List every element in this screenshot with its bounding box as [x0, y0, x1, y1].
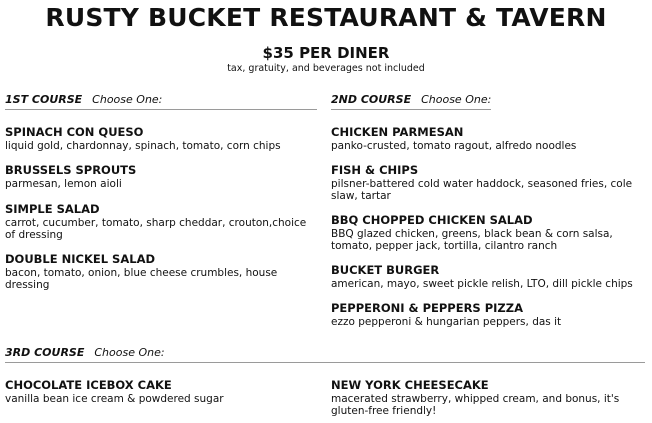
menu-item: [331, 264, 639, 290]
menu-item: [331, 302, 639, 328]
menu-item-description: vanilla bean ice cream & powdered sugar: [5, 393, 224, 405]
menu-item: [5, 203, 313, 241]
menu-item: [5, 164, 313, 190]
menu-item: [331, 164, 639, 202]
restaurant-title: RUSTY BUCKET RESTAURANT & TAVERN: [45, 3, 607, 32]
menu-item-description: macerated strawberry, whipped cream, and bonus, it's gluten-free friendly!: [331, 393, 620, 417]
course-heading-first: [5, 93, 317, 110]
course-choose-label: Choose One:: [94, 346, 165, 359]
menu-item-name: BRUSSELS SPROUTS: [5, 163, 137, 177]
menu-item: [5, 126, 313, 152]
menu-item-description: ezzo pepperoni & hungarian peppers, das it: [331, 316, 562, 328]
course-label: 3RD COURSE: [5, 346, 85, 359]
menu-item-name: PEPPERONI & PEPPERS PIZZA: [331, 301, 523, 315]
menu-item-name: FISH & CHIPS: [331, 163, 419, 177]
menu-item: [5, 379, 313, 405]
menu-item: [5, 253, 313, 291]
menu-item-description: american, mayo, sweet pickle relish, LTO, dill pickle chips: [331, 278, 633, 290]
menu-item-name: BBQ CHOPPED CHICKEN SALAD: [331, 213, 533, 227]
course-label: 1ST COURSE: [5, 93, 83, 106]
menu-item-description: BBQ glazed chicken, greens, black bean & corn salsa, tomato, pepper jack, tortilla, cilantro ranch: [331, 228, 613, 252]
menu-item: [331, 379, 639, 417]
menu-item-description: parmesan, lemon aioli: [5, 178, 122, 190]
menu-item-description: panko-crusted, tomato ragout, alfredo noodles: [331, 140, 577, 152]
menu-item: [331, 214, 639, 252]
menu-item: [331, 126, 639, 152]
menu-item-description: carrot, cucumber, tomato, sharp cheddar, crouton,choice of dressing: [5, 217, 307, 241]
menu-item-description: bacon, tomato, onion, blue cheese crumbles, house dressing: [5, 267, 278, 291]
course-choose-label: Choose One:: [421, 93, 492, 106]
menu-item-name: BUCKET BURGER: [331, 263, 440, 277]
menu-item-name: DOUBLE NICKEL SALAD: [5, 252, 156, 266]
menu-item-name: CHICKEN PARMESAN: [331, 125, 464, 139]
price-per-diner: $35 PER DINER: [262, 44, 390, 62]
course-choose-label: Choose One:: [92, 93, 163, 106]
menu-item-description: pilsner-battered cold water haddock, seasoned fries, cole slaw, tartar: [331, 178, 633, 202]
course-heading-third: [5, 346, 645, 363]
price-note: tax, gratuity, and beverages not included: [227, 63, 425, 74]
menu-item-name: CHOCOLATE ICEBOX CAKE: [5, 378, 172, 392]
course-label: 2ND COURSE: [331, 93, 412, 106]
menu-item-name: NEW YORK CHEESECAKE: [331, 378, 489, 392]
menu-item-name: SIMPLE SALAD: [5, 202, 100, 216]
course-heading-second: [331, 93, 491, 110]
menu-item-description: liquid gold, chardonnay, spinach, tomato, corn chips: [5, 140, 281, 152]
menu-item-name: SPINACH CON QUESO: [5, 125, 144, 139]
